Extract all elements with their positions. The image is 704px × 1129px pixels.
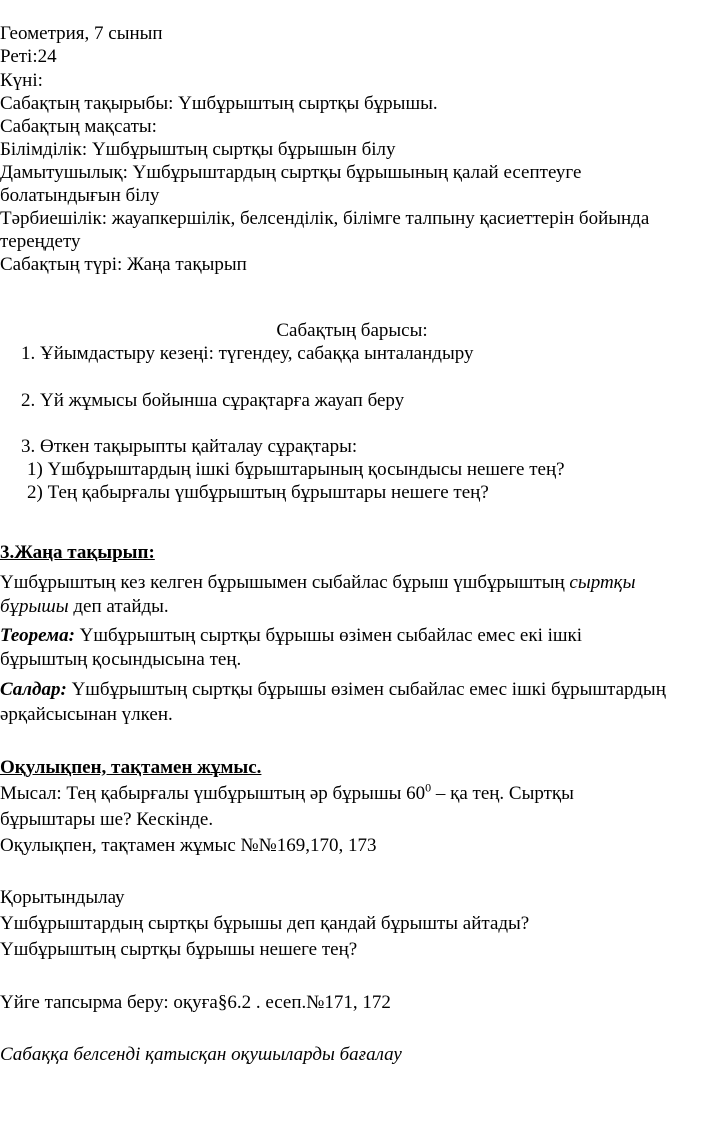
subject-line: Геометрия, 7 сынып bbox=[0, 23, 163, 44]
goal-educational: Білімділік: Үшбұрыштың сыртқы бұрышын білу bbox=[0, 139, 396, 160]
example-line-2: бұрыштары ше? Кескінде. bbox=[0, 809, 214, 830]
example-line-1 bbox=[0, 782, 574, 805]
definition-text-end: деп атайды. bbox=[68, 596, 169, 617]
corollary-line-2: әрқайсысынан үлкен. bbox=[0, 704, 173, 725]
corollary-label: Салдар: bbox=[0, 679, 67, 700]
theorem-label: Теорема: bbox=[0, 625, 75, 646]
definition-text: Үшбұрыштың кез келген бұрышымен сыбайлас бұрыш үшбұрыштың bbox=[0, 572, 570, 593]
theorem-text: Үшбұрыштың сыртқы бұрышы өзімен сыбайлас емес екі ішкі bbox=[74, 625, 583, 646]
lesson-number: Реті:24 bbox=[0, 46, 57, 67]
corollary-line-1 bbox=[0, 678, 666, 701]
theorem-line-1 bbox=[0, 624, 582, 647]
definition-line-1 bbox=[0, 571, 635, 594]
progress-step-1: 1. Ұйымдастыру кезеңі: түгендеу, сабаққа ынталандыру bbox=[21, 343, 474, 364]
lesson-date: Күні: bbox=[0, 70, 43, 91]
definition-term-1: сыртқы bbox=[569, 572, 636, 593]
review-question-1: 1) Үшбұрыштардың ішкі бұрыштарының қосындысы нешеге тең? bbox=[27, 459, 565, 480]
lesson-topic: Сабақтың тақырыбы: Үшбұрыштың сыртқы бұрышы. bbox=[0, 93, 438, 114]
goal-developmental-line-1: Дамытушылық: Үшбұрыштардың сыртқы бұрышының қалай есептеуге bbox=[0, 162, 582, 183]
progress-step-3: 3. Өткен тақырыпты қайталау сұрақтары: bbox=[21, 436, 358, 457]
goal-developmental-line-2: болатындығын білу bbox=[0, 185, 160, 206]
new-topic-heading: 3.Жаңа тақырып: bbox=[0, 542, 155, 563]
homework: Үйге тапсырма беру: оқуға§6.2 . есеп.№171, 172 bbox=[0, 992, 391, 1013]
lesson-type: Сабақтың түрі: Жаңа тақырып bbox=[0, 254, 247, 275]
summary-question-1: Үшбұрыштардың сыртқы бұрышы деп қандай бұрышты айтады? bbox=[0, 913, 530, 934]
definition-term-2: бұрышы bbox=[0, 596, 69, 617]
goal-upbringing-line-2: тереңдету bbox=[0, 231, 81, 252]
progress-step-2: 2. Үй жұмысы бойынша сұрақтарға жауап беру bbox=[21, 390, 405, 411]
degree-superscript: 0 bbox=[425, 780, 432, 795]
theorem-line-2: бұрыштың қосындысына тең. bbox=[0, 649, 242, 670]
progress-heading: Сабақтың барысы: bbox=[276, 320, 428, 341]
closing-note: Сабаққа белсенді қатысқан оқушыларды бағалау bbox=[0, 1044, 402, 1065]
textbook-work: Оқулықпен, тақтамен жұмыс №№169,170, 173 bbox=[0, 835, 377, 856]
review-question-2: 2) Тең қабырғалы үшбұрыштың бұрыштары нешеге тең? bbox=[27, 482, 489, 503]
summary-question-2: Үшбұрыштың сыртқы бұрышы нешеге тең? bbox=[0, 939, 358, 960]
definition-line-2 bbox=[0, 595, 169, 618]
goals-heading: Сабақтың мақсаты: bbox=[0, 116, 157, 137]
example-text-end: – қа тең. Сыртқы bbox=[431, 783, 574, 804]
summary-heading: Қорытындылау bbox=[0, 887, 125, 908]
example-text: Мысал: Тең қабырғалы үшбұрыштың әр бұрышы 60 bbox=[0, 783, 426, 804]
corollary-text: Үшбұрыштың сыртқы бұрышы өзімен сыбайлас емес ішкі бұрыштардың bbox=[66, 679, 666, 700]
work-heading: Оқулықпен, тақтамен жұмыс. bbox=[0, 757, 262, 778]
goal-upbringing-line-1: Тәрбиешілік: жауапкершілік, белсенділік, білімге талпыну қасиеттерін бойында bbox=[0, 208, 650, 229]
